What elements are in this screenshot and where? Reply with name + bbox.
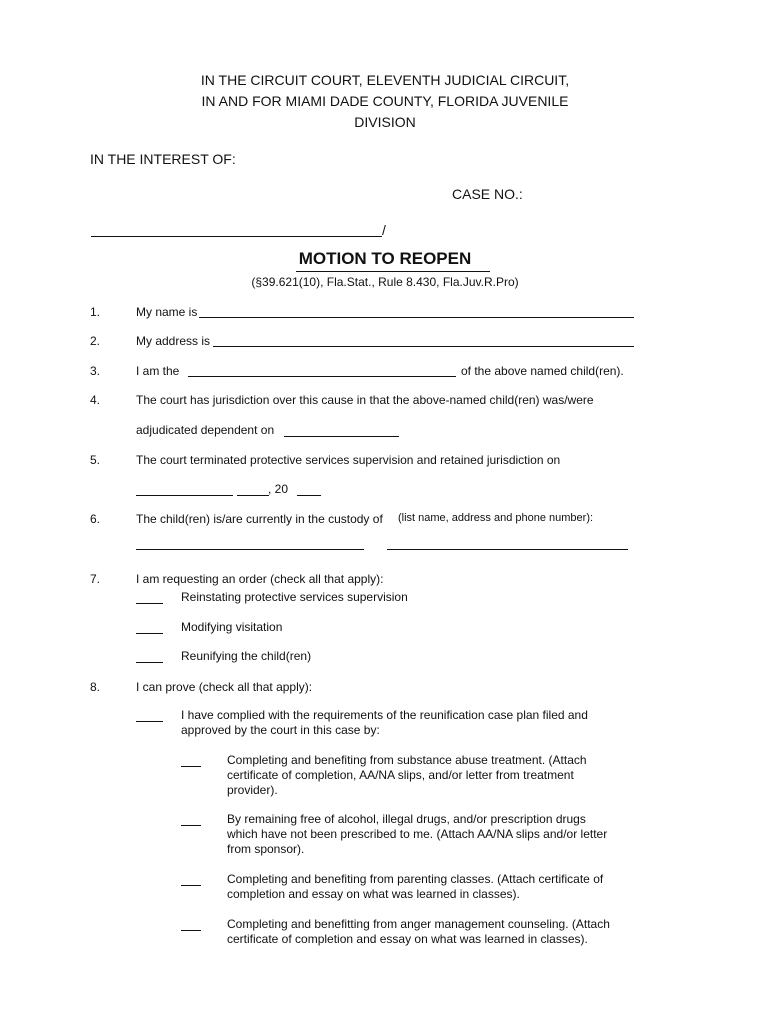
title-underline: [296, 271, 490, 272]
option-reinstating: Reinstating protective services supervision: [181, 590, 408, 604]
termination-day-field[interactable]: [237, 495, 269, 496]
court-header-line1: IN THE CIRCUIT COURT, ELEVENTH JUDICIAL CIRCUIT,: [200, 72, 570, 88]
court-header: [0, 70, 770, 133]
option-visitation: Modifying visitation: [181, 620, 283, 634]
sub-option-line: from sponsor).: [227, 842, 305, 856]
option-checkbox-reinstating[interactable]: [136, 603, 163, 604]
child-name-blank[interactable]: [91, 236, 382, 237]
sub-option-line: Completing and benefiting from parenting classes. (Attach certificate of: [227, 872, 604, 886]
interest-of-label: IN THE INTEREST OF:: [90, 151, 236, 167]
relationship-suffix: of the above named child(ren).: [461, 364, 624, 378]
termination-month-field[interactable]: [136, 495, 233, 496]
case-number-label: CASE NO.:: [452, 186, 523, 202]
custody-hint: (list name, address and phone number):: [398, 512, 594, 524]
year-prefix: , 20: [268, 482, 289, 496]
termination-year-field[interactable]: [297, 495, 321, 496]
sub-option-line: Completing and benefitting from anger management counseling. (Attach: [227, 917, 610, 931]
item-number: 1.: [90, 305, 101, 319]
option-checkbox-visitation[interactable]: [136, 633, 163, 634]
name-label: My name is: [136, 305, 198, 319]
custody-field-1[interactable]: [136, 549, 364, 550]
option-complied-line2: approved by the court in this case by:: [181, 723, 380, 737]
item-number: 8.: [90, 680, 101, 694]
sub-option-line: certificate of completion and essay on what was learned in classes).: [227, 932, 588, 946]
sub-option-line: Completing and benefiting from substance abuse treatment. (Attach: [227, 753, 587, 767]
adjudication-date-field[interactable]: [284, 436, 399, 437]
option-checkbox-complied[interactable]: [136, 721, 163, 722]
statute-citation: (§39.621(10), Fla.Stat., Rule 8.430, Fla.Juv.R.Pro): [251, 275, 519, 289]
relationship-field[interactable]: [188, 376, 456, 377]
sub-checkbox-parenting[interactable]: [181, 885, 201, 886]
custody-field-2[interactable]: [387, 549, 628, 550]
adjudicated-label: adjudicated dependent on: [136, 423, 275, 437]
sub-option-substance: [227, 753, 587, 798]
name-field[interactable]: [199, 317, 634, 318]
sub-checkbox-substance[interactable]: [181, 766, 201, 767]
sub-checkbox-anger[interactable]: [181, 930, 201, 931]
court-header-line3: DIVISION: [354, 114, 416, 130]
item-number: 4.: [90, 393, 101, 407]
option-complied-line1: I have complied with the requirements of the reunification case plan filed and: [181, 708, 588, 722]
sub-option-drug-free: [227, 812, 607, 857]
option-complied: [181, 708, 588, 738]
sub-option-line: provider).: [227, 783, 278, 797]
item-number: 3.: [90, 364, 101, 378]
item-number: 5.: [90, 453, 101, 467]
relationship-label: I am the: [136, 364, 180, 378]
item-number: 6.: [90, 512, 101, 526]
custody-text: The child(ren) is/are currently in the custody of: [136, 512, 383, 526]
document-title: MOTION TO REOPEN: [298, 249, 472, 268]
option-reunifying: Reunifying the child(ren): [181, 649, 312, 663]
address-label: My address is: [136, 334, 211, 348]
sub-option-line: By remaining free of alcohol, illegal drugs, and/or prescription drugs: [227, 812, 586, 826]
sub-option-line: which have not been prescribed to me. (Attach AA/NA slips and/or letter: [227, 827, 608, 841]
sub-option-line: completion and essay on what was learned in classes).: [227, 887, 520, 901]
address-field[interactable]: [213, 346, 634, 347]
sub-option-anger: [227, 917, 610, 947]
request-text: I am requesting an order (check all that apply):: [136, 572, 384, 586]
option-checkbox-reunifying[interactable]: [136, 662, 163, 663]
sub-option-parenting: [227, 872, 603, 902]
court-header-line2: IN AND FOR MIAMI DADE COUNTY, FLORIDA JUVENILE: [201, 93, 569, 109]
sub-checkbox-drug-free[interactable]: [181, 825, 201, 826]
termination-text: The court terminated protective services supervision and retained jurisdiction on: [136, 453, 561, 467]
item-number: 2.: [90, 334, 101, 348]
prove-text: I can prove (check all that apply):: [136, 680, 313, 694]
item-number: 7.: [90, 572, 101, 586]
sub-option-line: certificate of completion, AA/NA slips, and/or letter from treatment: [227, 768, 574, 782]
jurisdiction-text: The court has jurisdiction over this cause in that the above-named child(ren) was/were: [136, 393, 594, 407]
caption-slash: /: [382, 222, 386, 238]
